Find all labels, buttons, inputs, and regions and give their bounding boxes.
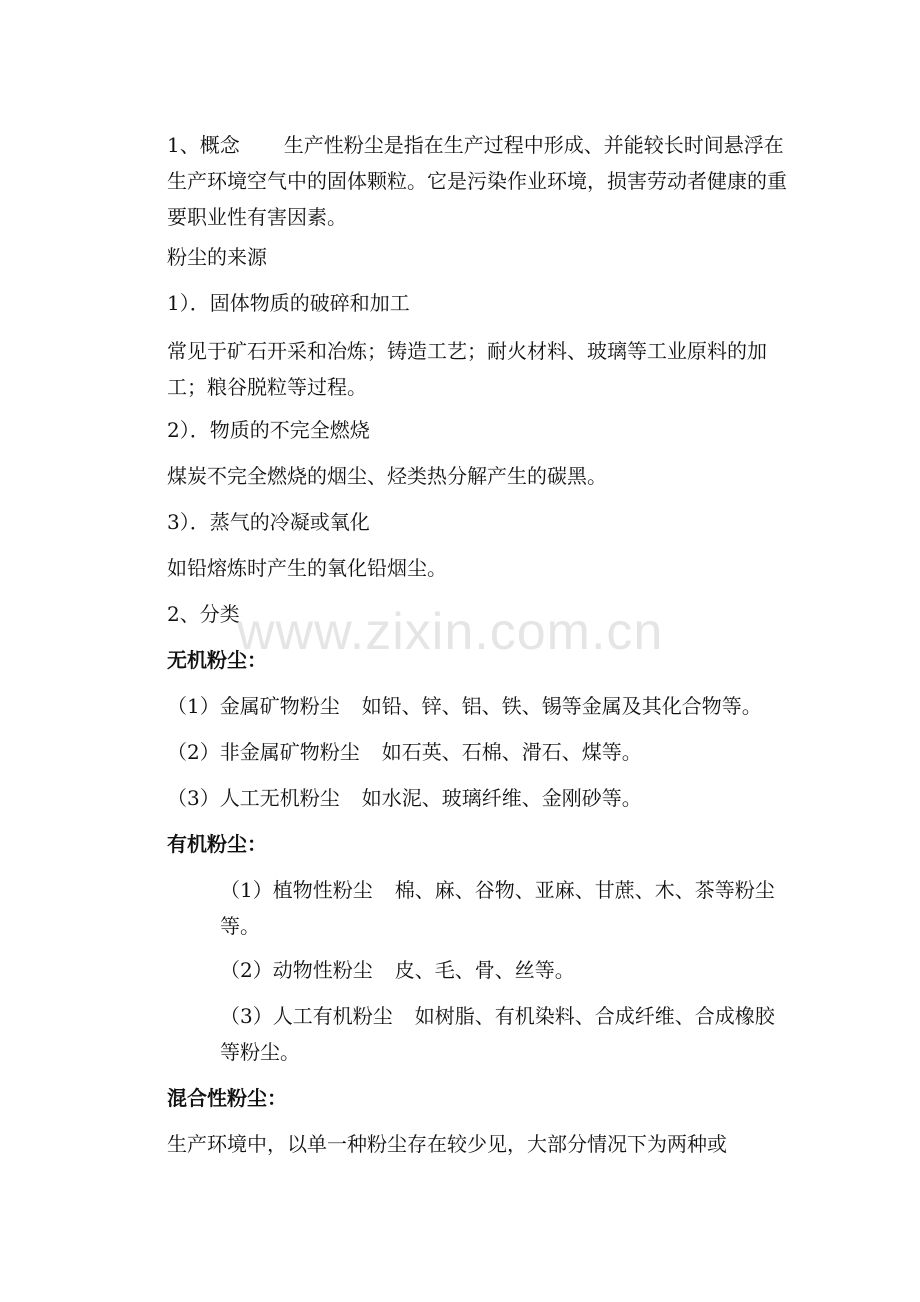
source-item-3-text: 如铅熔炼时产生的氧化铅烟尘。 xyxy=(167,556,447,580)
concept-heading: 1、概念 xyxy=(167,133,240,157)
organic-item-1: （1）植物性粉尘 棉、麻、谷物、亚麻、甘蔗、木、茶等粉尘等。 xyxy=(220,878,775,938)
organic-item-2: （2）动物性粉尘 皮、毛、骨、丝等。 xyxy=(220,958,575,982)
source-item-2-text: 煤炭不完全燃烧的烟尘、烃类热分解产生的碳黑。 xyxy=(167,464,607,488)
inorganic-item-2: （2）非金属矿物粉尘 如石英、石棉、滑石、煤等。 xyxy=(167,740,642,764)
source-item-1-text: 常见于矿石开采和冶炼；铸造工艺；耐火材料、玻璃等工业原料的加工；粮谷脱粒等过程。 xyxy=(167,339,767,399)
mixed-dust-text: 生产环境中，以单一种粉尘存在较少见，大部分情况下为两种或 xyxy=(167,1132,727,1156)
dust-source-heading: 粉尘的来源 xyxy=(167,245,267,269)
source-item-1-heading: 1）．固体物质的破碎和加工 xyxy=(167,291,410,315)
inorganic-item-1: （1）金属矿物粉尘 如铅、锌、铝、铁、锡等金属及其化合物等。 xyxy=(167,694,762,718)
organic-dust-heading: 有机粉尘： xyxy=(167,832,267,856)
classification-heading: 2、分类 xyxy=(167,602,240,626)
mixed-dust-heading: 混合性粉尘： xyxy=(167,1086,287,1110)
inorganic-dust-heading: 无机粉尘： xyxy=(167,648,267,672)
concept-text: 生产性粉尘是指在生产过程中形成、并能较长时间悬浮在生产环境空气中的固体颗粒。它是污染作业环境，损害劳动者健康的重要职业性有害因素。 xyxy=(167,133,787,229)
watermark: www.zixin.com.cn xyxy=(237,603,664,661)
source-item-2-heading: 2）．物质的不完全燃烧 xyxy=(167,418,370,442)
source-item-3-heading: 3）．蒸气的冷凝或氧化 xyxy=(167,510,370,534)
inorganic-item-3: （3）人工无机粉尘 如水泥、玻璃纤维、金刚砂等。 xyxy=(167,786,642,810)
organic-item-3: （3）人工有机粉尘 如树脂、有机染料、合成纤维、合成橡胶等粉尘。 xyxy=(220,1004,775,1064)
concept-paragraph xyxy=(167,127,787,235)
